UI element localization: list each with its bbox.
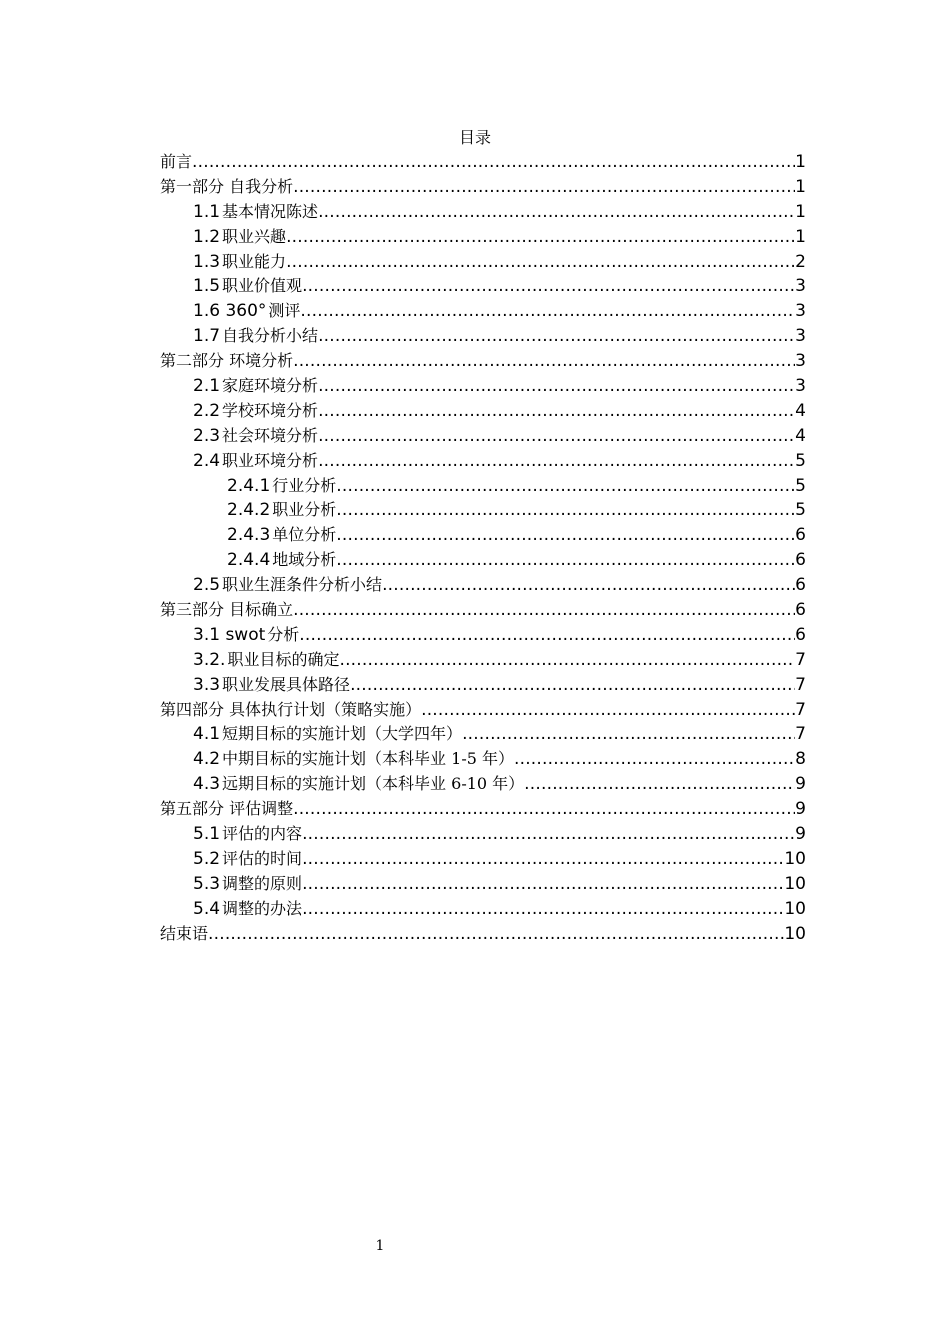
toc-dot-leader [318,449,795,474]
toc-entry-label: 测评 [268,301,301,321]
toc-entry-page-number: 6 [795,525,806,546]
toc-entry-number: 3.1 swot [193,624,266,645]
toc-entry-label: 职业分析 [272,500,337,520]
toc-entry-number: 5.1 [193,824,221,845]
toc-entry[interactable] [160,772,806,797]
toc-entry-page-number: 6 [795,575,806,596]
toc-dot-leader [318,424,795,449]
toc-entry-number: 2.4.1 [227,475,271,496]
toc-entry-number: 1.7 [193,326,221,347]
toc-dot-leader [192,150,795,175]
toc-entry-page-number: 3 [795,326,806,347]
toc-entry[interactable] [160,847,806,872]
toc-dot-leader [336,523,795,548]
toc-entry-page-number: 1 [795,226,806,247]
toc-entry-label: 前言 [160,152,193,171]
toc-entry-page-number: 10 [784,873,806,894]
toc-dot-leader [302,274,795,299]
toc-entry-label: 远期目标的实施计划（本科毕业 6-10 年） [222,774,525,794]
toc-entry-label: 行业分析 [272,475,337,495]
toc-entry-page-number: 6 [795,624,806,645]
toc-entry[interactable] [160,449,806,474]
toc-entry-number: 4.2 [193,749,221,770]
toc-entry[interactable] [160,872,806,897]
toc-entry[interactable] [160,598,806,623]
toc-entry-number: 2.5 [193,575,221,596]
toc-dot-leader [302,897,784,922]
toc-entry-number: 1.3 [193,251,221,272]
toc-entry-page-number: 1 [795,152,806,172]
toc-entry[interactable] [160,922,806,947]
toc-entry-label: 家庭环境分析 [222,376,319,396]
toc-entry-label: 第五部分 评估调整 [160,799,294,819]
toc-title: 目录 [458,128,491,147]
toc-entry-number: 2.4.3 [227,525,271,546]
toc-entry-number: 5.2 [193,848,221,869]
toc-entry[interactable] [160,548,806,573]
toc-entry-page-number: 6 [795,600,806,621]
toc-entry-page-number: 4 [795,400,806,421]
toc-entry-label: 评估的时间 [222,848,303,868]
toc-entry-page-number: 5 [795,450,806,471]
toc-entry-page-number: 10 [784,898,806,919]
toc-entry[interactable] [160,673,806,698]
toc-dot-leader [336,498,795,523]
toc-dot-leader [514,747,795,772]
toc-dot-leader [286,225,795,250]
toc-entry-page-number: 7 [795,724,806,745]
toc-entry-number: 1.2 [193,226,221,247]
toc-entry-page-number: 9 [795,799,806,820]
toc-entry-page-number: 1 [795,176,806,197]
toc-entry[interactable] [160,399,806,424]
toc-entry-page-number: 3 [795,376,806,397]
toc-entry-label: 调整的办法 [222,898,303,918]
toc-entry[interactable] [160,349,806,374]
toc-entry[interactable] [160,250,806,275]
toc-entry[interactable] [160,897,806,922]
toc-entry[interactable] [160,225,806,250]
toc-entry-number: 1.6 360° [193,301,267,322]
toc-entry-page-number: 5 [795,500,806,521]
toc-entry[interactable] [160,299,806,324]
toc-entry-label: 学校环境分析 [222,400,319,420]
toc-entry-label: 社会环境分析 [222,425,319,445]
toc-entry-page-number: 4 [795,425,806,446]
toc-entry-number: 5.4 [193,898,221,919]
toc-dot-leader [421,698,795,723]
toc-entry-number: 2.4.4 [227,550,271,571]
toc-entry[interactable] [160,498,806,523]
toc-entry[interactable] [160,175,806,200]
toc-entry-page-number: 7 [795,649,806,670]
toc-entry[interactable] [160,648,806,673]
toc-dot-leader [293,797,795,822]
toc-entry[interactable] [160,623,806,648]
toc-entry[interactable] [160,698,806,723]
toc-entry-page-number: 1 [795,201,806,222]
toc-entry-label: 短期目标的实施计划（大学四年） [222,724,463,744]
toc-entry[interactable] [160,200,806,225]
toc-entry-number: 1.5 [193,276,221,297]
toc-dot-leader [286,250,795,275]
toc-entry-label: 第四部分 具体执行计划（策略实施） [160,699,422,719]
toc-entry[interactable] [160,822,806,847]
table-of-contents [160,150,806,947]
toc-entry-page-number: 6 [795,550,806,571]
toc-entry-label: 职业能力 [222,251,287,271]
toc-entry-page-number: 7 [795,699,806,720]
toc-entry-page-number: 5 [795,475,806,496]
toc-entry-label: 职业环境分析 [222,450,319,470]
toc-dot-leader [300,299,795,324]
toc-entry-page-number: 10 [784,848,806,869]
toc-entry-label: 职业目标的确定 [227,649,340,669]
toc-entry-page-number: 9 [795,774,806,795]
toc-entry-number: 2.1 [193,376,221,397]
toc-dot-leader [462,722,795,747]
toc-entry-page-number: 7 [795,674,806,695]
toc-entry-number: 4.3 [193,774,221,795]
toc-entry-page-number: 3 [795,276,806,297]
toc-entry-label: 评估的内容 [222,824,303,844]
toc-entry-number: 2.4 [193,450,221,471]
toc-entry-number: 1.1 [193,201,221,222]
toc-entry-label: 结束语 [160,923,209,943]
toc-dot-leader [293,598,795,623]
toc-entry-number: 3.2. [193,649,226,670]
toc-entry-number: 4.1 [193,724,221,745]
toc-dot-leader [318,324,795,349]
toc-entry-page-number: 9 [795,824,806,845]
toc-entry-number: 5.3 [193,873,221,894]
toc-dot-leader [302,872,784,897]
toc-dot-leader [339,648,795,673]
toc-dot-leader [302,822,795,847]
toc-entry[interactable] [160,274,806,299]
toc-dot-leader [299,623,795,648]
toc-dot-leader [302,847,784,872]
toc-entry-label: 职业价值观 [222,276,303,296]
toc-entry-label: 自我分析小结 [222,326,319,346]
toc-entry-label: 职业兴趣 [222,226,287,246]
toc-entry-label: 调整的原则 [222,873,303,893]
toc-dot-leader [293,349,795,374]
toc-dot-leader [524,772,795,797]
toc-dot-leader [382,573,795,598]
toc-entry[interactable] [160,424,806,449]
toc-entry-page-number: 2 [795,251,806,272]
toc-entry-label: 第三部分 目标确立 [160,600,294,620]
toc-entry[interactable] [160,374,806,399]
toc-entry[interactable] [160,722,806,747]
toc-dot-leader [318,200,795,225]
toc-entry-page-number: 8 [795,749,806,770]
toc-entry-label: 第二部分 环境分析 [160,351,294,371]
toc-entry-label: 分析 [267,624,300,644]
toc-entry-label: 单位分析 [272,525,337,545]
toc-entry[interactable] [160,324,806,349]
toc-entry-number: 2.4.2 [227,500,271,521]
toc-entry-number: 2.2 [193,400,221,421]
toc-dot-leader [318,374,795,399]
toc-entry[interactable] [160,523,806,548]
toc-entry-label: 第一部分 自我分析 [160,176,294,196]
toc-entry-page-number: 10 [784,923,806,944]
toc-dot-leader [336,474,795,499]
toc-entry-label: 职业发展具体路径 [222,674,351,694]
toc-entry[interactable] [160,747,806,772]
toc-dot-leader [336,548,795,573]
toc-dot-leader [208,922,784,947]
toc-dot-leader [350,673,795,698]
toc-dot-leader [318,399,795,424]
toc-entry-number: 2.3 [193,425,221,446]
toc-entry-label: 基本情况陈述 [222,201,319,221]
toc-entry-label: 中期目标的实施计划（本科毕业 1-5 年） [222,749,514,769]
toc-entry[interactable] [160,150,806,175]
toc-entry-page-number: 3 [795,301,806,322]
toc-dot-leader [293,175,795,200]
toc-entry[interactable] [160,573,806,598]
toc-entry-page-number: 3 [795,351,806,372]
toc-entry[interactable] [160,797,806,822]
toc-entry-label: 地域分析 [272,550,337,570]
toc-entry-number: 3.3 [193,674,221,695]
toc-entry[interactable] [160,474,806,499]
toc-entry-label: 职业生涯条件分析小结 [222,575,383,595]
footer-page-number: 1 [375,1238,385,1254]
